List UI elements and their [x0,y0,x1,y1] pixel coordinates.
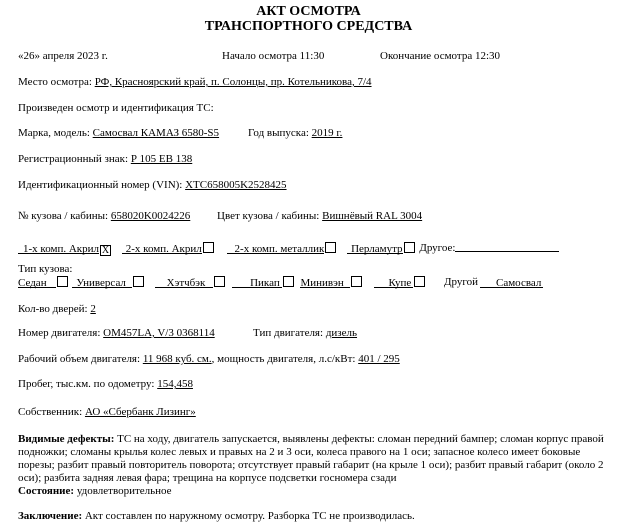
paint-opt1-checkbox[interactable]: X [101,245,110,256]
body-type-4-label: Пикап [250,277,280,289]
volume-label: Рабочий объем двигателя: [18,353,143,365]
body-type-label: Тип кузова: [18,263,73,275]
engine-type-row [253,327,357,340]
body-type-7-field[interactable] [480,277,543,288]
body-number-row [18,210,190,223]
vin-label: Идентификационный номер (VIN): [18,179,186,191]
body-type-4-checkbox[interactable] [283,276,294,287]
body-color-value: Вишнёвый RAL 3004 [322,210,423,222]
body-type-1 [18,277,56,288]
body-type-1-checkbox[interactable] [57,276,68,287]
defects-text: ТС на ходу, двигатель запускается, выявлены дефекты: сломан передний бампер; сломан корпус правой подножки; сломаны крылья колес левых и правых на 2 и 3 оси, колеса правого на 1 оси; запасное колесо имеет боковые порезы; разбит правый повторитель поворота; отсутствует правый габарит (на крыле 1 оси); разбит правый габарит (около 2 оси); разбита задняя левая фара; трещина на корпусе подсветки госномера сзади [18,433,604,484]
body-type-7-value: Самосвал [496,277,542,289]
engine-type-label: Тип двигателя: [253,327,326,339]
model-label: Марка, модель: [18,127,93,139]
body-type-1-label: Седан [18,277,47,289]
engine-type-value: дизель [325,327,358,339]
doors-value: 2 [90,303,96,315]
power-value: 401 / 295 [358,353,400,365]
mileage-value: 154,458 [157,378,193,390]
paint-opt3 [227,243,325,254]
defects-paragraph [18,433,610,485]
mileage-label: Пробег, тыс.км. по одометру: [18,378,158,390]
body-type-5-checkbox[interactable] [351,276,362,287]
defects-label: Видимые дефекты: [18,433,115,445]
volume-value: 11 968 куб. см. [142,353,212,365]
body-type-2 [72,277,132,288]
body-type-6 [374,277,413,288]
doors-label: Кол-во дверей: [18,303,91,315]
conclusion-row [18,510,415,523]
body-type-3-checkbox[interactable] [214,276,225,287]
paint-opt3-label: 2-х комп. металлик [234,243,325,255]
year-row [248,127,342,140]
body-type-5 [300,277,349,288]
paint-opt4-label: Перламутр [351,243,403,255]
place-label: Место осмотра: [18,76,95,88]
inspection-end: Окончание осмотра 12:30 [380,50,501,62]
year-value: 2019 г. [311,127,343,139]
body-color-label: Цвет кузова / кабины: [217,210,323,222]
year-label: Год выпуска: [248,127,312,139]
owner-row [18,406,196,419]
condition-row [18,485,172,498]
paint-opt3-checkbox[interactable] [325,242,336,253]
inspection-start: Начало осмотра 11:30 [222,50,325,62]
model-value: Самосвал КАМАЗ 6580-S5 [92,127,220,139]
paint-other-field[interactable] [455,241,559,252]
volume-row [18,353,400,366]
body-type-6-label: Купе [388,277,412,289]
inspection-note: Произведен осмотр и идентификация ТС: [18,102,214,114]
conclusion-label: Заключение: [18,510,83,522]
body-number-value: 658020K0024226 [110,210,191,222]
vin-value: XTC658005K2528425 [185,179,287,191]
paint-opt4 [347,243,402,254]
vin-row [18,179,287,192]
reg-value: Р 105 ЕВ 138 [130,153,193,165]
engine-number-row [18,327,215,340]
paint-opt1-label: 1-х комп. Акрил [23,243,100,255]
body-type-3-label: Хэтчбэк [166,277,206,289]
paint-opt4-checkbox[interactable] [404,242,415,253]
body-type-2-checkbox[interactable] [133,276,144,287]
condition-label: Состояние: [18,485,75,497]
owner-value: АО «Сбербанк Лизинг» [84,406,196,418]
owner-label: Собственник: [18,406,85,418]
engine-number-value: OM457LA, V/3 0368114 [103,327,215,339]
reg-row [18,153,192,166]
paint-other-label: Другое: [419,242,456,254]
paint-opt1 [18,243,99,254]
body-type-4 [232,277,282,288]
document-title: АКТ ОСМОТРА [256,4,361,19]
body-type-row [18,276,543,289]
place-value: РФ, Красноярский край, п. Солонцы, пр. Котельникова, 7/4 [94,76,372,88]
engine-number-label: Номер двигателя: [18,327,104,339]
reg-label: Регистрационный знак: [18,153,131,165]
paint-opt2-label: 2-х комп. Акрил [125,243,202,255]
model-row [18,127,219,140]
body-type-2-label: Универсал [76,277,126,289]
doors-row [18,303,96,316]
body-number-label: № кузова / кабины: [18,210,111,222]
paint-row [18,241,559,256]
document-subtitle: ТРАНСПОРТНОГО СРЕДСТВА [204,19,413,34]
paint-opt2-checkbox[interactable] [203,242,214,253]
paint-opt2 [122,243,202,254]
condition-value: удовлетворительное [74,485,172,497]
body-type-6-checkbox[interactable] [414,276,425,287]
body-color-row [217,210,422,223]
body-type-7-label: Другой [444,276,478,288]
mileage-row [18,378,193,391]
place-row [18,76,372,89]
body-type-3 [155,277,214,288]
conclusion-value: Акт составлен по наружному осмотру. Разборка ТС не производилась. [82,510,415,522]
body-type-5-label: Минивэн [300,277,344,289]
inspection-date: «26» апреля 2023 г. [18,50,108,62]
power-label: , мощность двигателя, л.с/кВт: [211,353,359,365]
